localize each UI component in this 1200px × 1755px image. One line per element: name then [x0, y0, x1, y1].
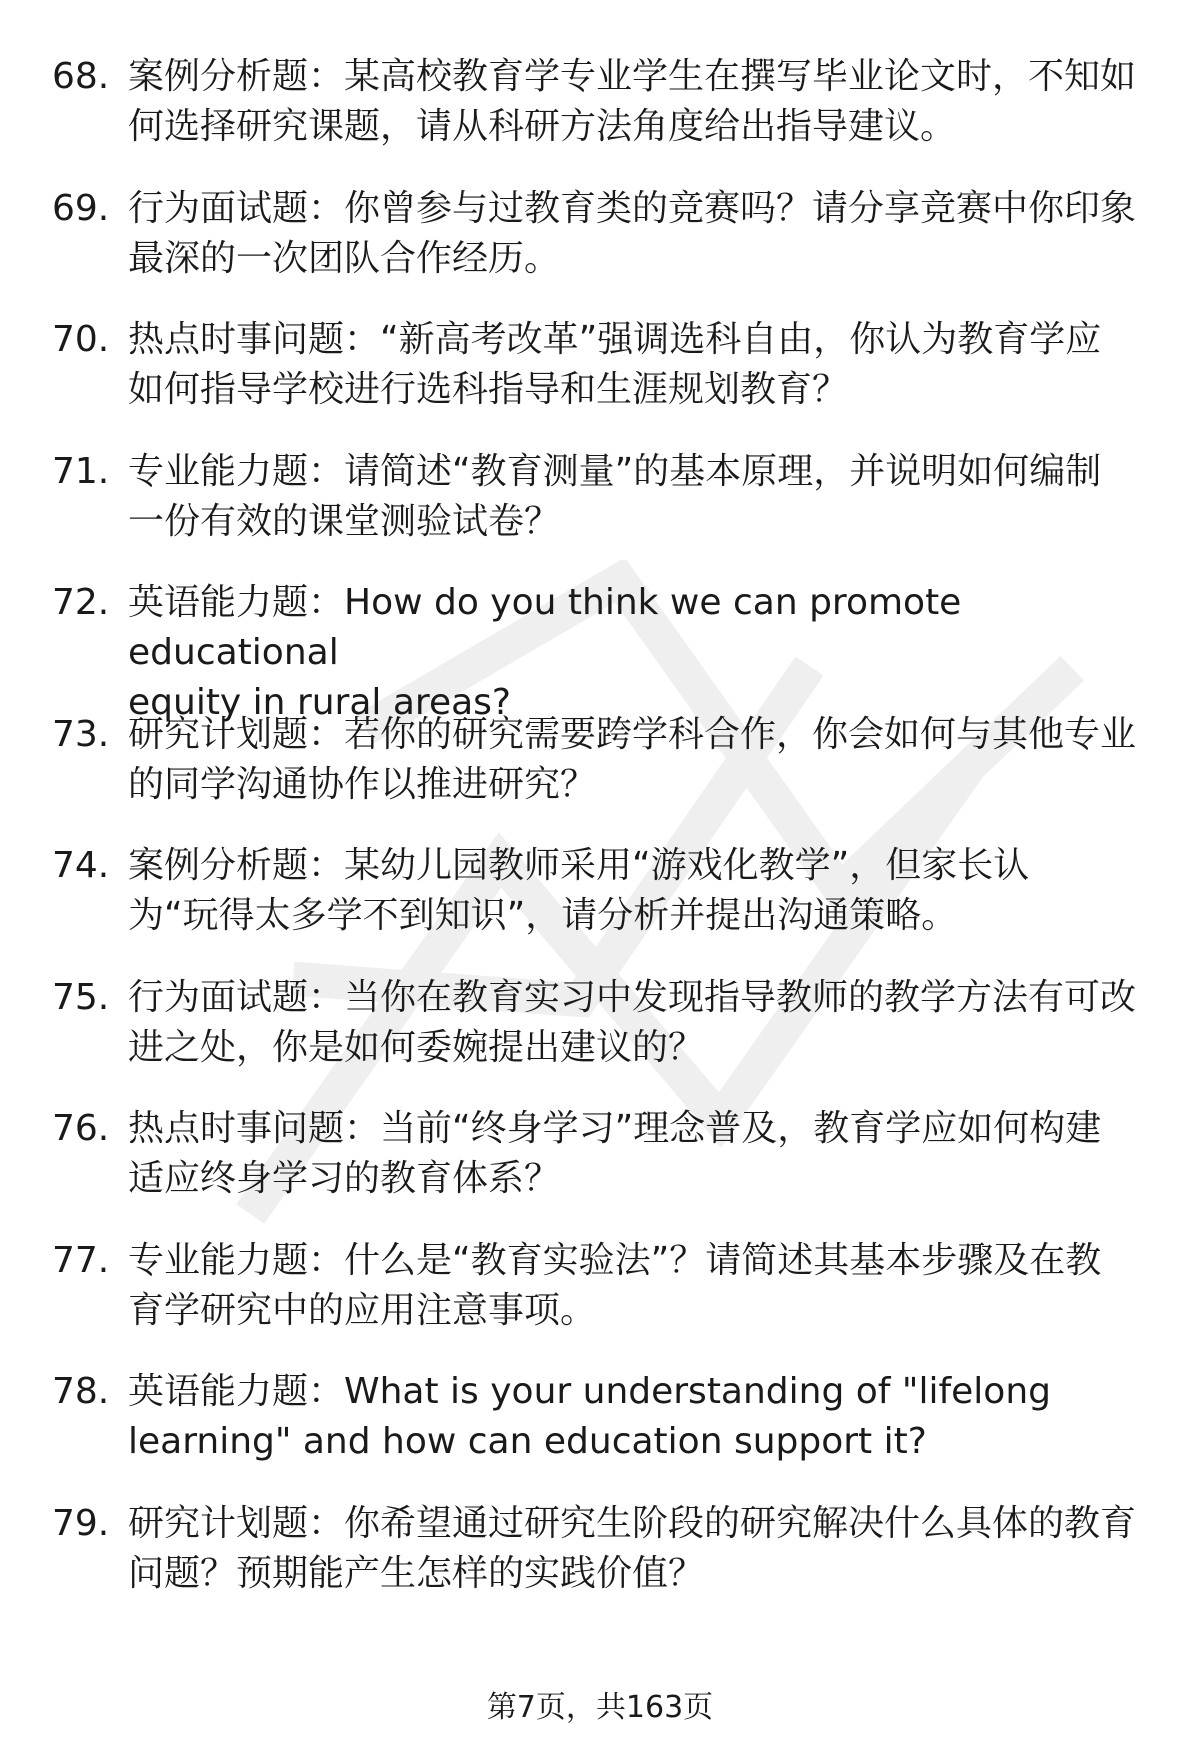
question-item-75	[0, 973, 1200, 1105]
question-text: 研究计划题：你希望通过研究生阶段的研究解决什么具体的教育 问题？预期能产生怎样的实践价值？	[128, 1502, 1137, 1594]
question-text: 案例分析题：某高校教育学专业学生在撰写毕业论文时，不知如 何选择研究课题，请从科研方法角度给出指导建议。	[128, 56, 1137, 147]
question-number: 69.	[52, 187, 110, 229]
question-number: 78.	[52, 1371, 110, 1412]
question-number: 79.	[52, 1502, 110, 1544]
question-list	[0, 52, 1200, 1630]
question-item-72	[0, 578, 1200, 723]
question-item-70	[0, 315, 1200, 447]
question-number: 71.	[52, 450, 110, 492]
question-item-77	[0, 1236, 1200, 1368]
question-text: 英语能力题：What is your understanding of "lifelong learning" and how can education support it?	[128, 1371, 1051, 1462]
question-number: 72.	[52, 582, 110, 623]
question-number: 74.	[52, 845, 110, 886]
question-text: 热点时事问题：“新高考改革”强调选科自由，你认为教育学应 如何指导学校进行选科指导和生涯规划教育？	[128, 319, 1102, 410]
question-number: 76.	[52, 1108, 110, 1149]
question-number: 70.	[52, 319, 110, 360]
question-text: 热点时事问题：当前“终身学习”理念普及，教育学应如何构建 适应终身学习的教育体系？	[128, 1108, 1102, 1199]
question-item-69	[0, 184, 1200, 316]
question-item-71	[0, 447, 1200, 579]
question-text: 行为面试题：你曾参与过教育类的竞赛吗？请分享竞赛中你印象 最深的一次团队合作经历。	[128, 187, 1137, 279]
question-number: 77.	[52, 1239, 110, 1281]
question-text: 专业能力题：请简述“教育测量”的基本原理，并说明如何编制 一份有效的课堂测验试卷？	[128, 450, 1102, 542]
question-number: 68.	[52, 56, 110, 97]
question-item-79	[0, 1499, 1200, 1631]
question-text: 研究计划题：若你的研究需要跨学科合作，你会如何与其他专业 的同学沟通协作以推进研究？	[128, 713, 1137, 805]
question-number: 75.	[52, 976, 110, 1018]
question-text: 专业能力题：什么是“教育实验法”？请简述其基本步骤及在教 育学研究中的应用注意事项。	[128, 1239, 1102, 1331]
question-item-68	[0, 52, 1200, 184]
question-text: 案例分析题：某幼儿园教师采用“游戏化教学”，但家长认 为“玩得太多学不到知识”，请分析并提出沟通策略。	[128, 845, 1030, 936]
question-item-74	[0, 841, 1200, 973]
question-text: 行为面试题：当你在教育实习中发现指导教师的教学方法有可改 进之处，你是如何委婉提出建议的？	[128, 976, 1137, 1068]
question-item-78	[0, 1367, 1200, 1499]
question-number: 73.	[52, 713, 110, 755]
question-text: 英语能力题：How do you think we can promote educational equity in rural areas?	[128, 582, 962, 723]
question-item-76	[0, 1104, 1200, 1236]
page-number-footer: 第7页，共163页	[486, 1690, 714, 1725]
question-item-73	[0, 710, 1200, 842]
